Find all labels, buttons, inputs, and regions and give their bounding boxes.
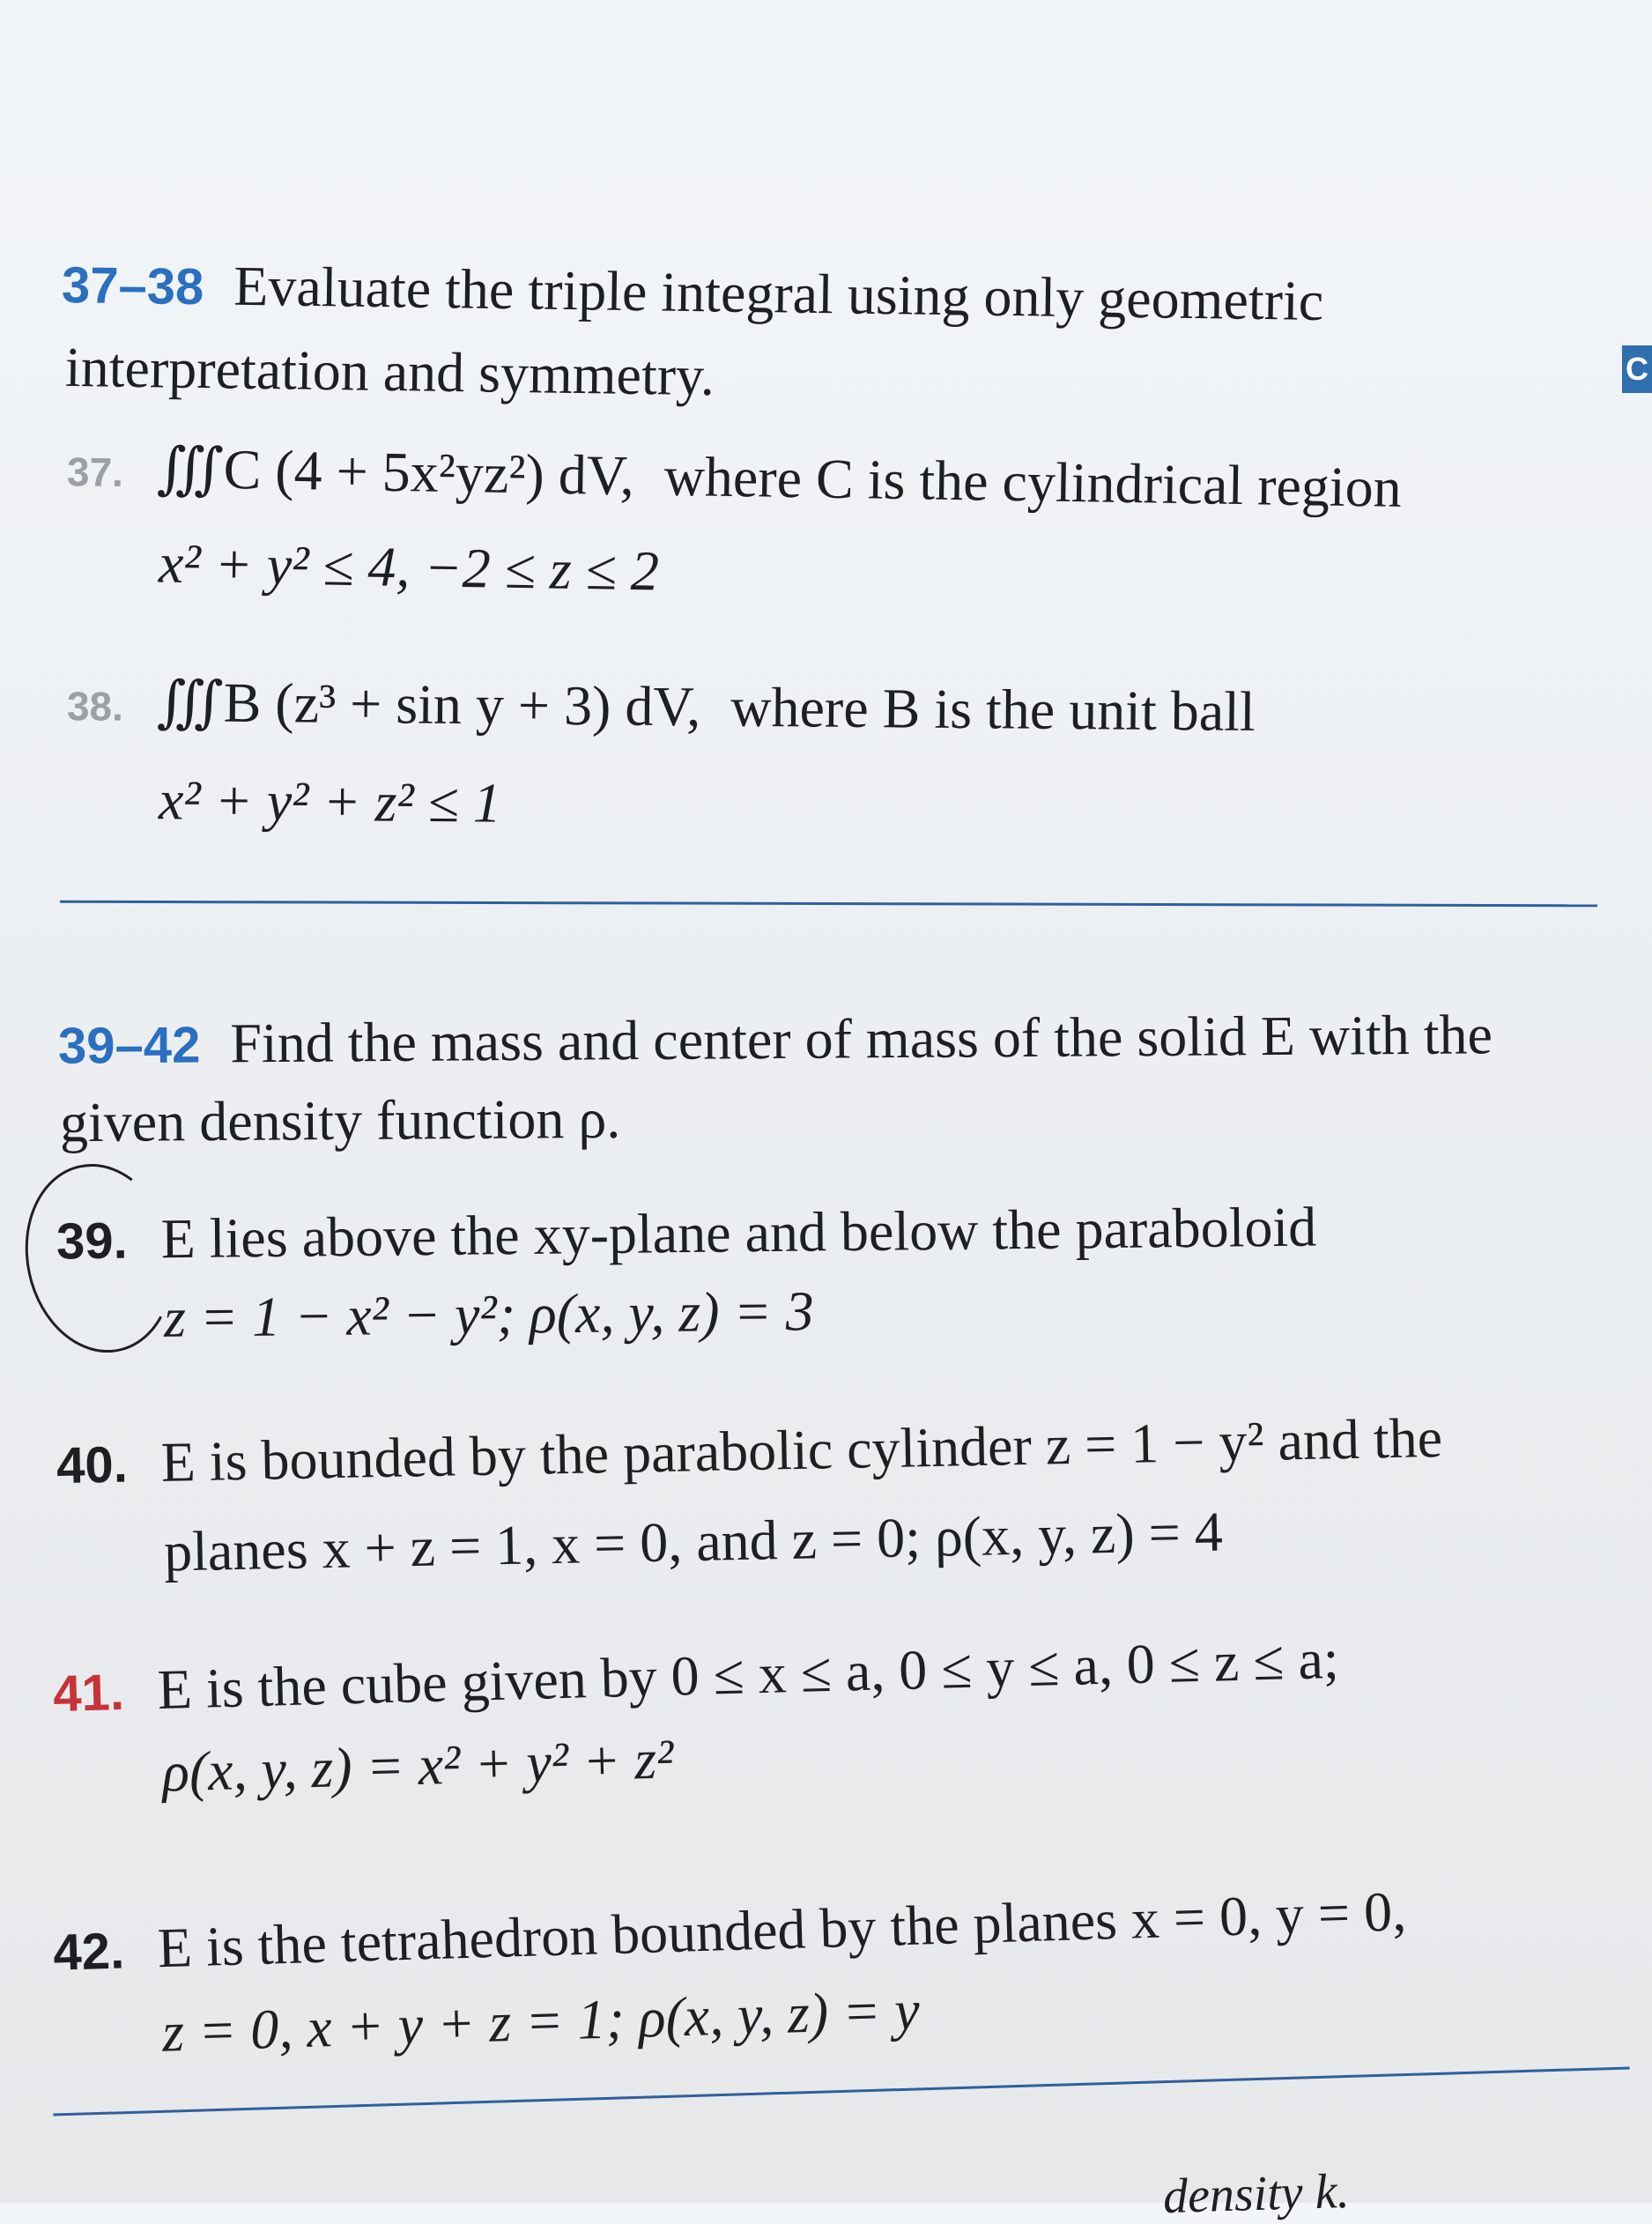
problem-38 [66, 671, 1256, 743]
problem-42-number: 42. [52, 1922, 125, 1982]
problem-37-description: where C is the cylindrical region [663, 444, 1403, 519]
problem-37 [66, 436, 1403, 519]
problem-41-density: ρ(x, y, z) = x² + y² + z² [161, 1727, 675, 1804]
problem-38-region: x² + y² + z² ≤ 1 [158, 768, 502, 834]
side-tab-letter: C [1626, 351, 1648, 387]
problem-42-description: E is the tetrahedron bounded by the planes x = 0, y = 0, [156, 1879, 1407, 1980]
problem-40-number: 40. [56, 1435, 129, 1495]
footer-fragment: density k. [1162, 2163, 1351, 2224]
problem-41 [52, 1627, 1340, 1724]
section-37-38-instruction: Evaluate the triple integral using only geometric [233, 254, 1324, 332]
problem-38-integral: ∭B (z³ + sin y + 3) dV, [156, 671, 701, 738]
problem-39 [56, 1195, 1317, 1271]
problem-42-planes: z = 0, x + y + z = 1; ρ(x, y, z) = y [161, 1978, 921, 2064]
section-39-42-heading [57, 1003, 1493, 1075]
problem-39-number: 39. [56, 1212, 129, 1271]
problem-40 [56, 1405, 1443, 1495]
problem-39-equation: z = 1 − x² − y²; ρ(x, y, z) = 3 [163, 1279, 815, 1349]
section-37-38-heading [62, 256, 1324, 330]
section-39-42-heading-line2: given density function ρ. [59, 1086, 621, 1154]
problem-41-description: E is the cube given by 0 ≤ x ≤ a, 0 ≤ y ≤ a, 0 ≤ z ≤ a; [156, 1627, 1340, 1721]
problem-39-description: E lies above the xy-plane and below the paraboloid [160, 1195, 1317, 1271]
problem-37-integral: ∭C (4 + 5x²yz²) dV, [156, 436, 635, 508]
problem-41-number: 41. [52, 1664, 125, 1724]
problem-38-description: where B is the unit ball [730, 675, 1256, 743]
problem-38-number: 38. [66, 683, 124, 730]
section-39-42-instruction: Find the mass and center of mass of the solid E with the [230, 1003, 1493, 1075]
divider-rule-bottom [53, 2066, 1629, 2116]
problem-37-region: x² + y² ≤ 4, −2 ≤ z ≤ 2 [158, 531, 660, 603]
section-37-38-heading-line2: interpretation and symmetry. [64, 335, 715, 408]
problem-40-description: E is bounded by the parabolic cylinder z = 1 − y² and the [160, 1405, 1443, 1494]
problem-40-planes: planes x + z = 1, x = 0, and z = 0; ρ(x, y, z) = 4 [163, 1500, 1224, 1583]
section-39-42-label: 39–42 [57, 1016, 201, 1075]
problem-42 [52, 1879, 1407, 1982]
problem-37-number: 37. [66, 449, 124, 496]
side-tab [1622, 345, 1652, 393]
section-37-38-label: 37–38 [61, 256, 204, 316]
divider-rule-top [60, 901, 1597, 908]
